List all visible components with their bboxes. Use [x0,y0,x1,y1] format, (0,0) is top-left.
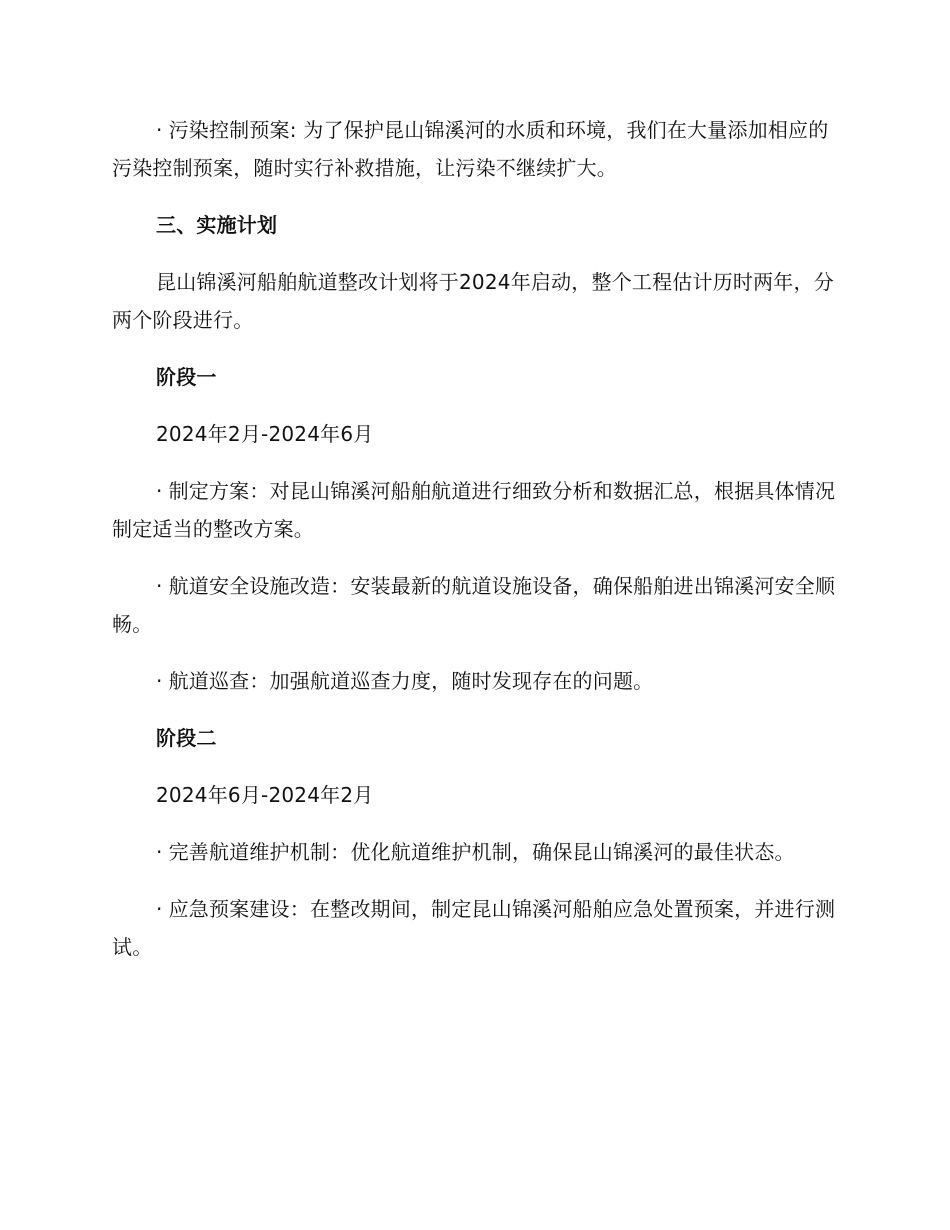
stage-two-heading: 阶段二 [156,726,217,750]
section-heading-implementation-plan: 三、实施计划 [156,213,278,237]
stage-two-maintenance-bullet: · 完善航道维护机制：优化航道维护机制，确保昆山锦溪河的最佳状态。 [112,833,838,871]
stage-two-emergency-plan-bullet: · 应急预案建设：在整改期间，制定昆山锦溪河船舶应急处置预案，并进行测试。 [112,890,838,966]
document-body [112,111,838,985]
stage-two-date-range: 2024年6月-2024年2月 [156,783,374,807]
stage-one-plan-bullet: · 制定方案：对昆山锦溪河船舶航道进行细致分析和数据汇总，根据具体情况制定适当的整改方案。 [112,472,838,548]
stage-one-inspection-bullet: · 航道巡查：加强航道巡查力度，随时发现存在的问题。 [112,662,838,700]
implementation-intro-paragraph: 昆山锦溪河船舶航道整改计划将于2024年启动，整个工程估计历时两年，分两个阶段进行。 [112,270,834,332]
stage-one-heading: 阶段一 [156,365,217,389]
stage-one-date-range: 2024年2月-2024年6月 [156,422,374,446]
pollution-control-bullet: · 污染控制预案: 为了保护昆山锦溪河的水质和环境，我们在大量添加相应的污染控制预案，随时实行补救措施，让污染不继续扩大。 [112,111,838,187]
stage-one-safety-facility-bullet: · 航道安全设施改造：安装最新的航道设施设备，确保船舶进出锦溪河安全顺畅。 [112,567,838,643]
